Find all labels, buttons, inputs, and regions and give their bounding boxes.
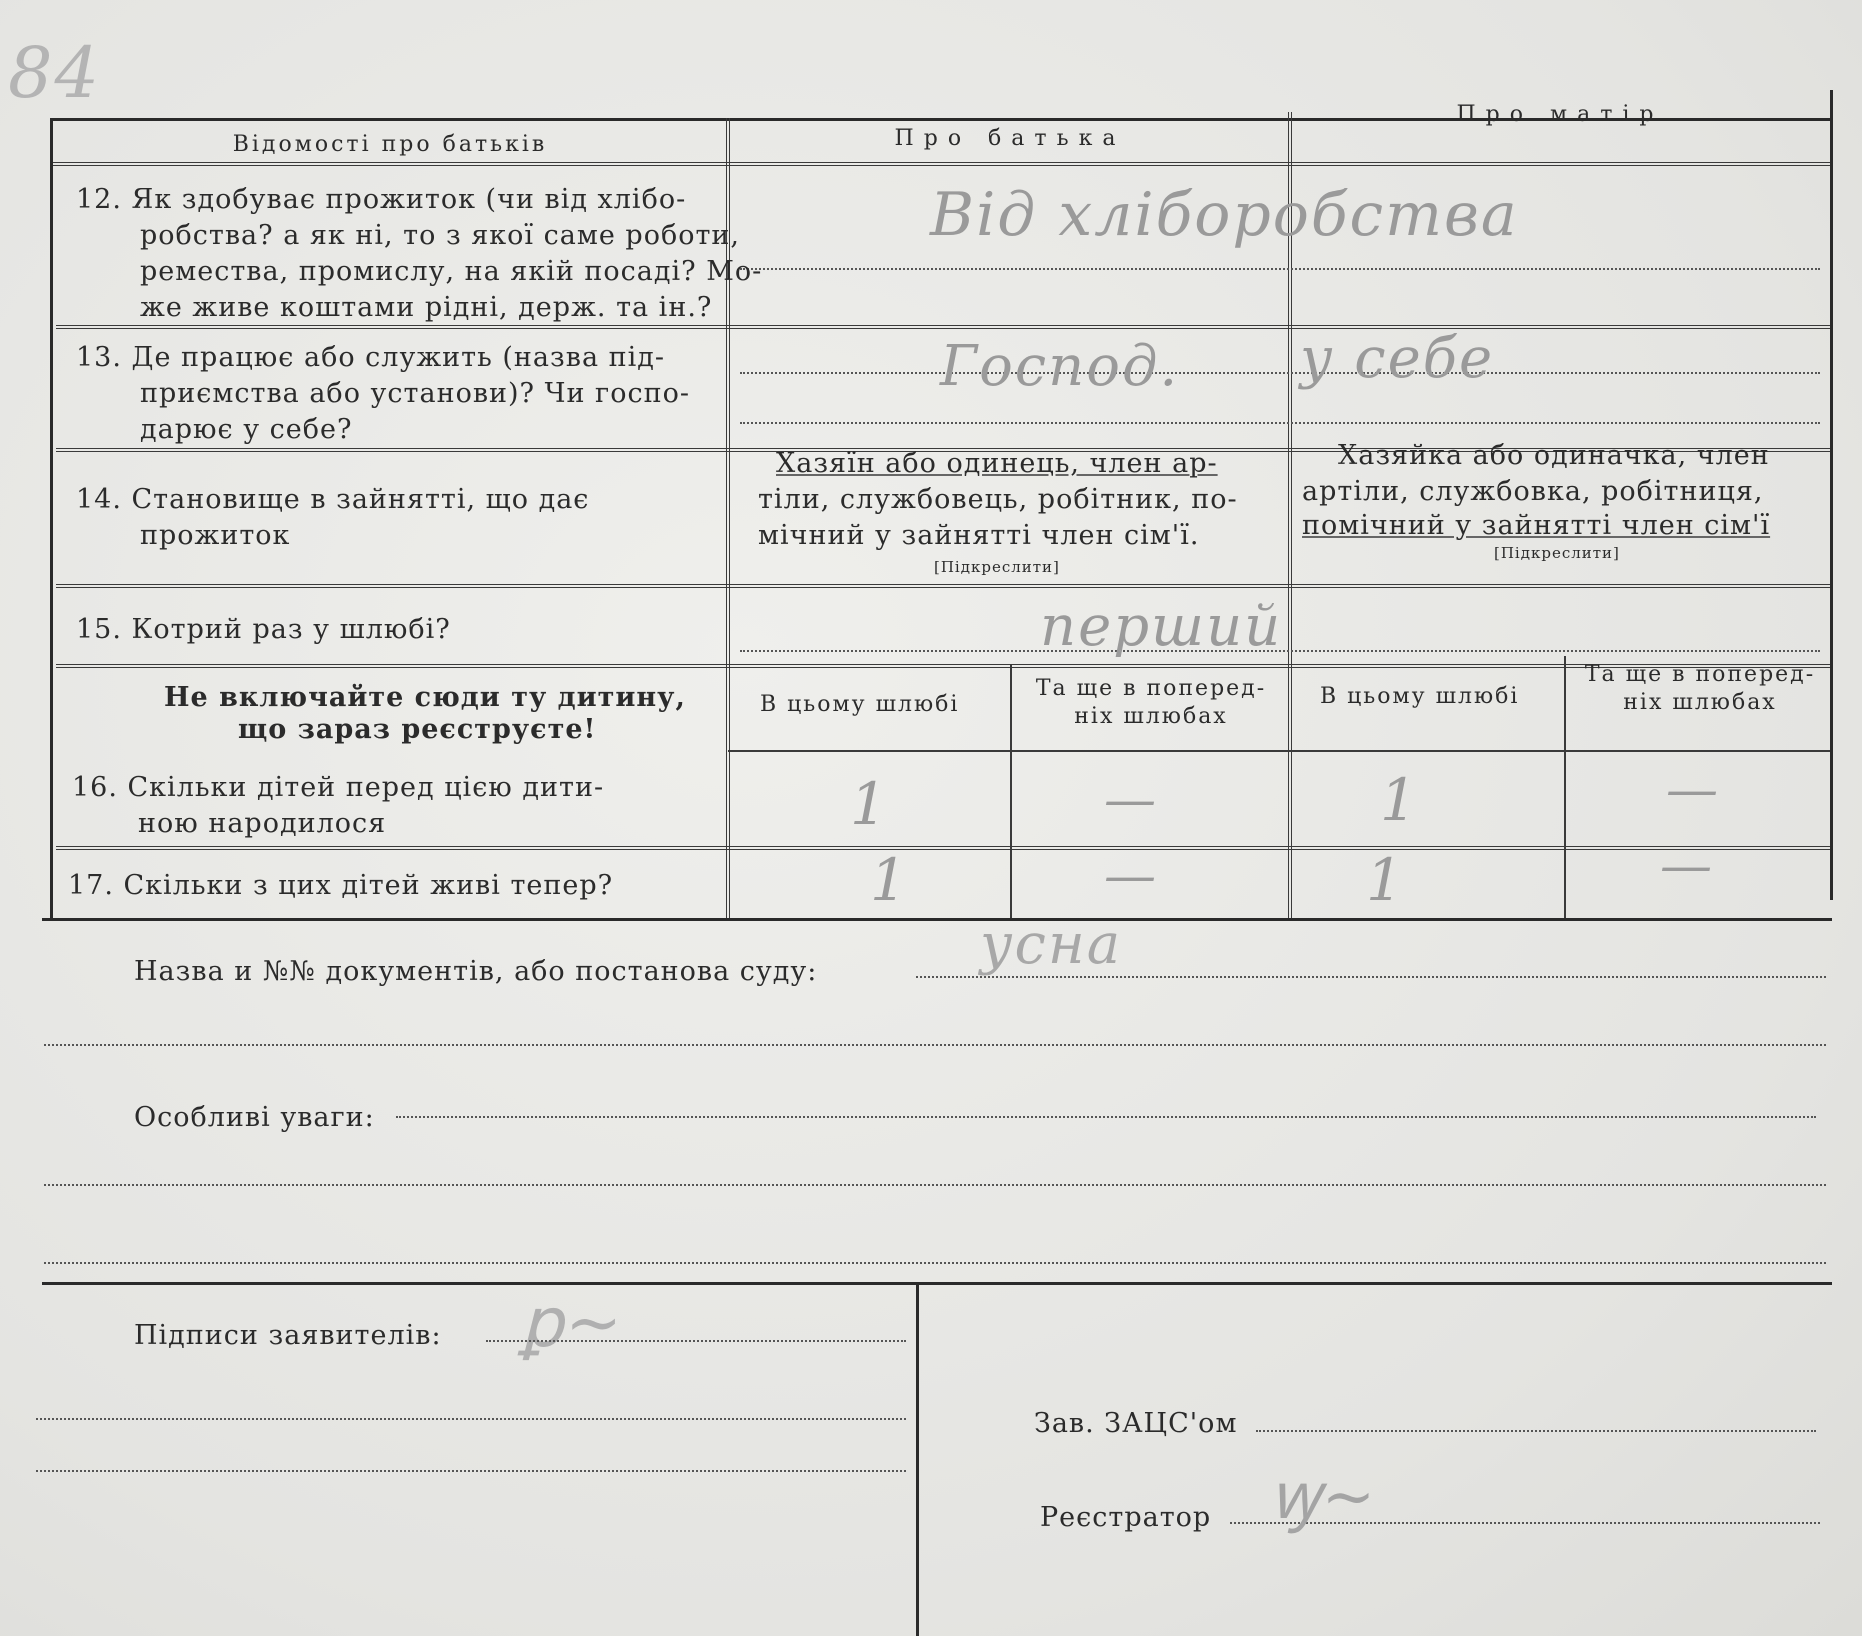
- row-separator-14: [56, 584, 1830, 588]
- q13-father-answer-handwritten: Господ.: [940, 334, 1180, 399]
- remarks-line1: [396, 1116, 1816, 1118]
- q13-mother-answer-handwritten: у себе: [1300, 326, 1495, 391]
- q13-line3: дарює у себе?: [140, 414, 353, 445]
- answer-line-12a: [740, 268, 1820, 270]
- q16-mother-this-handwritten: 1: [1380, 766, 1419, 834]
- remarks-line2: [44, 1184, 1826, 1186]
- registrar-label: Реєстратор: [1040, 1502, 1212, 1533]
- answer-line-13a: [740, 372, 1820, 374]
- q13-line2: приємства або установи)? Чи госпо-: [140, 378, 690, 409]
- q16-line2: ною народилося: [138, 808, 387, 839]
- subheader-father-prev-line1: Та ще в поперед-: [1035, 676, 1267, 701]
- q17-mother-this-handwritten: 1: [1366, 846, 1405, 914]
- subheader-mother-prev-line1: Та ще в поперед-: [1584, 662, 1816, 687]
- signatures-line3: [36, 1470, 906, 1472]
- header-info: Відомості про батьків: [232, 132, 548, 157]
- q16-father-this-handwritten: 1: [850, 770, 889, 838]
- q12-line1: 12. Як здобуває прожиток (чи від хлібо-: [76, 184, 687, 215]
- q12-answer-handwritten: Від хліборобства: [930, 180, 1519, 250]
- remarks-line3: [44, 1262, 1826, 1264]
- table-bottom-border: [42, 918, 1832, 921]
- q17-father-prev-handwritten: —: [1104, 846, 1158, 906]
- margin-note: 84: [8, 32, 102, 114]
- documents-line1: [916, 976, 1826, 978]
- q14-father-line3: мічний у зайнятті член сім'ї.: [758, 520, 1200, 551]
- signatures-line1: [486, 1340, 906, 1342]
- q17-mother-prev-handwritten: —: [1660, 836, 1714, 896]
- q12-line3: ремества, промислу, на якій посаді? Мо-: [140, 256, 763, 287]
- subheader-father-this-marriage: В цьому шлюбі: [760, 692, 960, 717]
- signatures-line2: [36, 1418, 906, 1420]
- q14-father-line1: [776, 446, 1218, 482]
- q13-line1: 13. Де працює або служить (назва під-: [76, 342, 665, 373]
- q16-note-line1: Не включайте сюди ту дитину,: [164, 682, 686, 713]
- table-right-border: [1830, 90, 1833, 900]
- subheader-mother-prev-line2: ніх шлюбах: [1623, 690, 1777, 715]
- subheader-mother-this-marriage: В цьому шлюбі: [1320, 684, 1520, 709]
- signatures-top-border: [42, 1282, 1832, 1285]
- q14-mother-line2: артіли, службовка, робітниця,: [1302, 476, 1764, 507]
- q12-line2: робства? а як ні, то з якої саме роботи,: [140, 220, 740, 251]
- signatures-label: Підписи заявителів:: [134, 1320, 442, 1351]
- q16-note-line2: що зараз реєструєте!: [238, 714, 597, 745]
- subcol-divider-father: [1010, 664, 1012, 918]
- q16-line1: 16. Скільки дітей перед цією дити-: [72, 772, 605, 803]
- header-father: Про батька: [894, 126, 1126, 151]
- table-left-border: [50, 118, 53, 918]
- answer-line-13b: [740, 422, 1820, 424]
- q17-text: 17. Скільки з цих дітей живі тепер?: [68, 870, 614, 901]
- header-bottom-border: [52, 162, 1830, 166]
- header-mother: Про матір: [1456, 102, 1664, 127]
- documents-line2: [44, 1044, 1826, 1046]
- q14-mother-line3: помічний у зайнятті член сім'ї: [1302, 510, 1771, 541]
- documents-label: Назва и №№ документів, або постанова суду:: [134, 956, 818, 987]
- registrar-signature-handwritten: ꝡ~: [1270, 1460, 1378, 1534]
- q14-father-line2: тіли, службовець, робітник, по-: [758, 484, 1238, 515]
- remarks-label: Особливі уваги:: [134, 1102, 375, 1133]
- signatures-applicant-handwritten: ꝑ~: [520, 1284, 625, 1363]
- q17-father-this-handwritten: 1: [870, 846, 909, 914]
- q12-line4: же живе коштами рідні, держ. та ін.?: [140, 292, 713, 323]
- subheader-separator: [728, 750, 1830, 752]
- signatures-divider: [916, 1282, 919, 1636]
- q15-text: 15. Котрий раз у шлюбі?: [76, 614, 451, 645]
- head-zags-label: Зав. ЗАЦС'ом: [1034, 1408, 1238, 1439]
- q15-answer-handwritten: перший: [1040, 594, 1283, 659]
- q16-mother-prev-handwritten: —: [1666, 760, 1720, 820]
- q14-father-line1-text: Хазяїн або одинець, член ар-: [776, 448, 1218, 479]
- q14-mother-line1: Хазяйка або одиначка, член: [1338, 440, 1770, 471]
- q14-line1: 14. Становище в зайнятті, що дає: [76, 484, 590, 515]
- subcol-divider-mother: [1564, 656, 1566, 918]
- documents-answer-handwritten: усна: [980, 912, 1123, 977]
- q14-mother-underline-note: [Підкреслити]: [1494, 544, 1620, 562]
- subheader-father-prev-line2: ніх шлюбах: [1074, 704, 1228, 729]
- q14-father-underline-note: [Підкреслити]: [934, 558, 1060, 576]
- q14-line2: прожиток: [140, 520, 291, 551]
- head-zags-line: [1256, 1430, 1816, 1432]
- q16-father-prev-handwritten: —: [1104, 770, 1158, 830]
